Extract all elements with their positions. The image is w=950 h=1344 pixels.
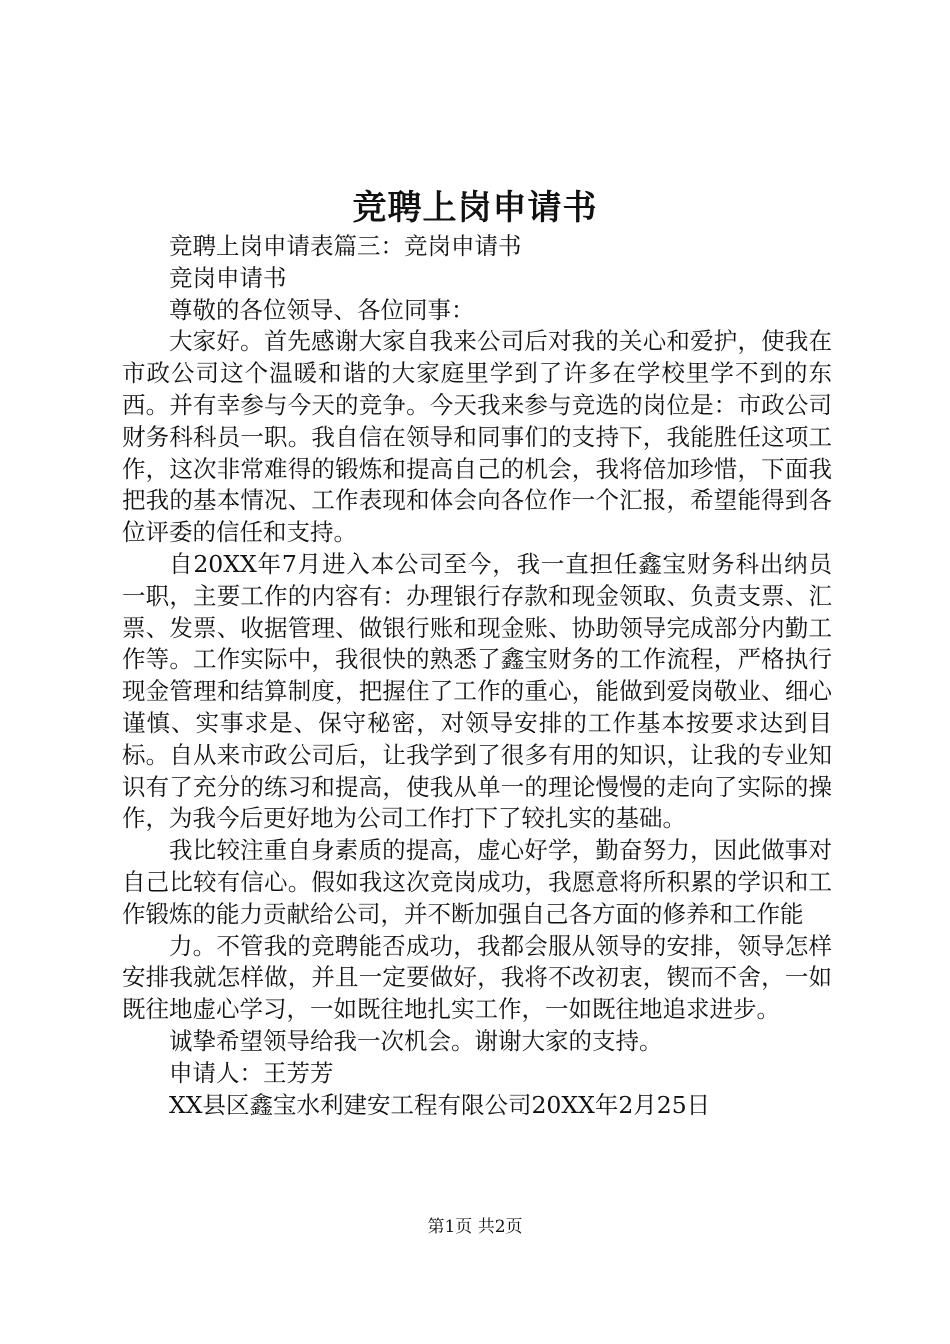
subtitle-line: 竞聘上岗申请表篇三：竞岗申请书 [169,232,522,260]
heading-line: 竞岗申请书 [169,263,287,292]
closing-line: 诚挚希望领导给我一次机会。谢谢大家的支持。 [169,1026,663,1055]
paragraph-experience: 自20XX年7月进入本公司至今，我一直担任鑫宝财务科出纳员一职，主要工作的内容有：办理银行存款和现金领取、负责支票、汇票、发票、收据管理、做银行账和现金账、协助领导完成部分内勤工作等。工作实际中，我很快的熟悉了鑫宝财务的工作流程，严格执行现金管理和结算制度，把握住了工作的重心，能做到爱岗敬业、细心谨慎、实事求是、保守秘密，对领导安排的工作基本按要求达到目标。自从来市政公司后，让我学到了很多有用的知识，让我的专业知识有了充分的练习和提高，使我从单一的理论慢慢的走向了实际的操作，为我今后更好地为公司工作打下了较扎实的基础。 [122,549,832,833]
company-date-line: XX县区鑫宝水利建安工程有限公司20XX年2月25日 [169,1090,711,1119]
page-number-footer: 第1页 共2页 [427,1217,523,1237]
paragraph-quality: 我比较注重自身素质的提高，虚心好学，勤奋努力，因此做事对自己比较有信心。假如我这次竞岗成功，我愿意将所积累的学识和工作锻炼的能力贡献给公司，并不断加强自己各方面的修养和工作能 [122,836,832,928]
paragraph-intro: 大家好。首先感谢大家自我来公司后对我的关心和爱护，使我在市政公司这个温暖和谐的大家庭里学到了许多在学校里学不到的东西。并有幸参与今天的竞争。今天我来参与竞选的岗位是：市政公司财务科科员一职。我自信在领导和同事们的支持下，我能胜任这项工作，这次非常难得的锻炼和提高自己的机会，我将倍加珍惜，下面我把我的基本情况、工作表现和体会向各位作一个汇报，希望能得到各位评委的信任和支持。 [122,327,832,547]
paragraph-commitment: 力。不管我的竞聘能否成功，我都会服从领导的安排，领导怎样安排我就怎样做，并且一定要做好，我将不改初衷，锲而不舍，一如既往地虚心学习，一如既往地扎实工作，一如既往地追求进步。 [122,931,832,1024]
document-body [122,231,832,1121]
applicant-line: 申请人：王芳芳 [169,1058,334,1087]
salutation: 尊敬的各位领导、各位同事： [169,295,475,324]
document-title: 竞聘上岗申请书 [352,188,598,228]
